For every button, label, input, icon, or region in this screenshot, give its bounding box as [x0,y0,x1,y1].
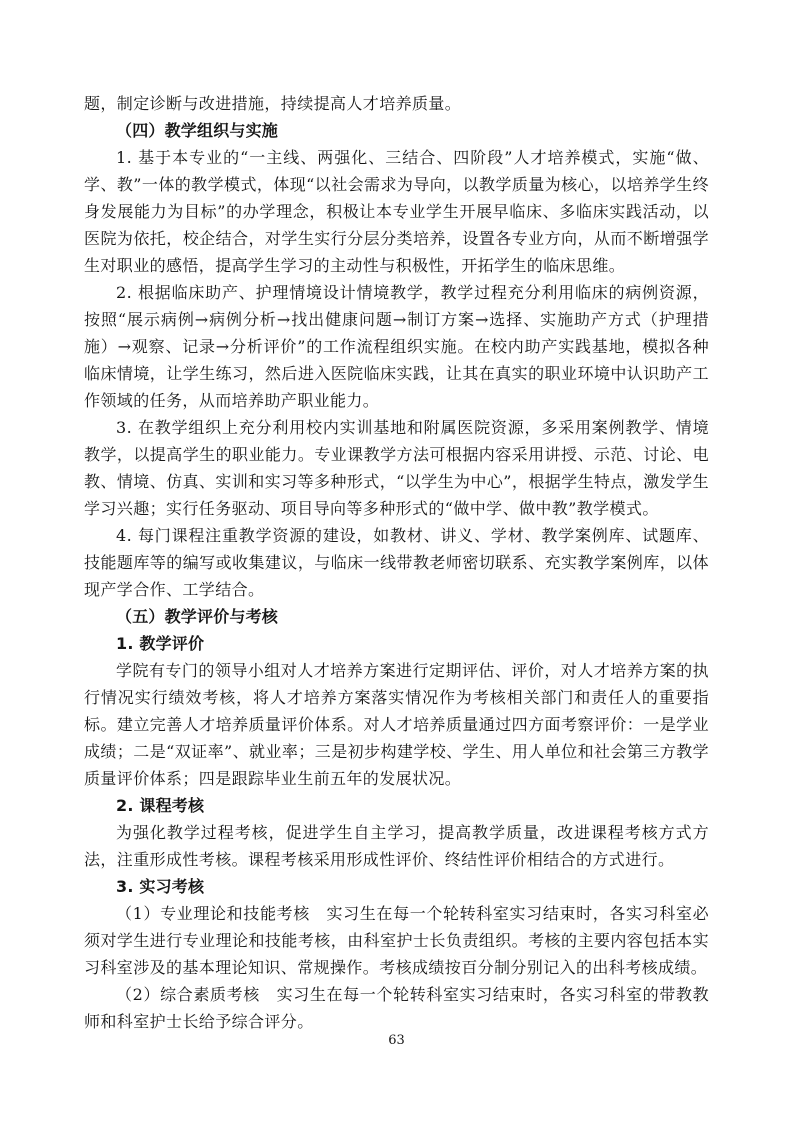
paragraph-talent-training-mode: 1. 基于本专业的“一主线、两强化、三结合、四阶段”人才培养模式，实施“做、学、教”一体的教学模式，体现“以社会需求为导向，以教学质量为核心，以培养学生终身发展能力为目标”的办学理念，积极让本专业学生开展早临床、多临床实践活动，以医院为依托，校企结合，对学生实行分层分类培养，设置各专业方向，从而不断增强学生对职业的感悟，提高学生学习的主动性与积极性，开拓学生的临床思维。 [84,148,709,275]
paragraph-course-assessment: 为强化教学过程考核，促进学生自主学习，提高教学质量，改进课程考核方式方法，注重形成性考核。课程考核采用形成性评价、终结性评价相结合的方式进行。 [84,823,709,869]
subheading-teaching-evaluation: 1. 教学评价 [116,634,205,653]
paragraph-teaching-methods: 3. 在教学组织上充分利用校内实训基地和附属医院资源，多采用案例教学、情境教学，以提高学生的职业能力。专业课教学方法可根据内容采用讲授、示范、讨论、电教、情境、仿真、实训和实习等多种形式，“以学生为中心”，根据学生特点，激发学生学习兴趣；实行任务驱动、项目导向等多种形式的“做中学、做中教”教学模式。 [84,418,709,518]
subheading-course-assessment: 2. 课程考核 [116,796,205,815]
page-body [84,90,709,1035]
subheading-internship-assessment: 3. 实习考核 [116,877,205,896]
paragraph-theory-skill-assessment: （1）专业理论和技能考核 实习生在每一个轮转科室实习结束时，各实习科室必须对学生进行专业理论和技能考核，由科室护士长负责组织。考核的主要内容包括本实习科室涉及的基本理论知识、常规操作。考核成绩按百分制分别记入的出科考核成绩。 [84,904,709,977]
paragraph-situational-teaching: 2. 根据临床助产、护理情境设计情境教学，教学过程充分利用临床的病例资源，按照“展示病例→病例分析→找出健康问题→制订方案→选择、实施助产方式（护理措施）→观察、记录→分析评价”的工作流程组织实施。在校内助产实践基地，模拟各种临床情境，让学生练习，然后进入医院临床实践，让其在真实的职业环境中认识助产工作领域的任务，从而培养助产职业能力。 [84,283,709,410]
paragraph-teaching-resources: 4. 每门课程注重教学资源的建设，如教材、讲义、学材、教学案例库、试题库、技能题库等的编写或收集建议，与临床一线带教老师密切联系、充实教学案例库，以体现产学合作、工学结合。 [84,526,709,599]
continued-paragraph: 题，制定诊断与改进措施，持续提高人才培养质量。 [84,94,462,113]
paragraph-teaching-evaluation: 学院有专门的领导小组对人才培养方案进行定期评估、评价，对人才培养方案的执行情况实行绩效考核，将人才培养方案落实情况作为考核相关部门和责任人的重要指标。建立完善人才培养质量评价体系。对人才培养质量通过四方面考察评价：一是学业成绩；二是“双证率”、就业率；三是初步构建学校、学生、用人单位和社会第三方教学质量评价体系；四是跟踪毕业生前五年的发展状况。 [84,661,709,788]
paragraph-comprehensive-quality-assessment: （2）综合素质考核 实习生在每一个轮转科室实习结束时，各实习科室的带教教师和科室护士长给予综合评分。 [84,985,709,1031]
heading-section-4-teaching-organization: （四）教学组织与实施 [116,121,279,140]
page-number: 63 [388,1033,405,1048]
heading-section-5-evaluation-assessment: （五）教学评价与考核 [116,607,279,626]
